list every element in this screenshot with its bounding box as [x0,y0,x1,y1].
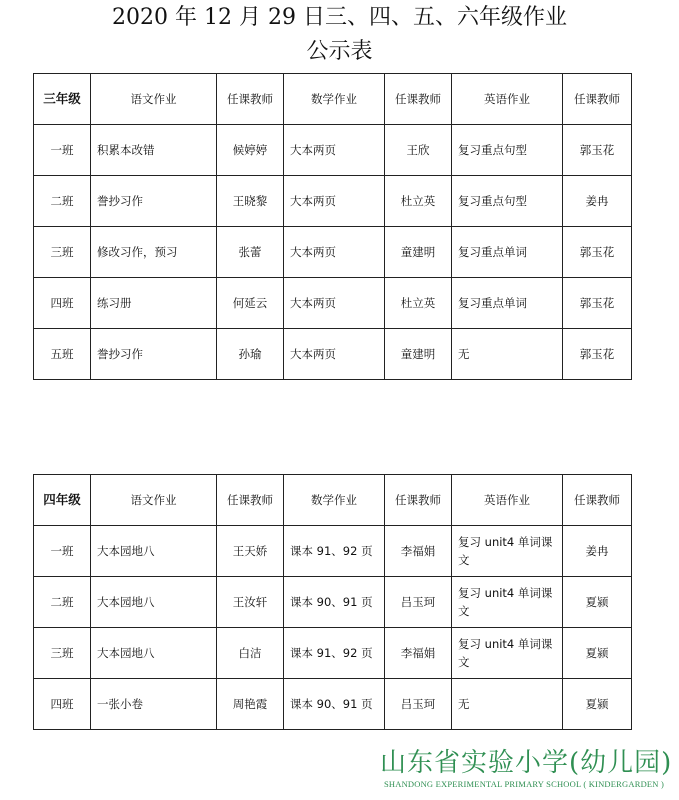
table-row [34,125,632,176]
math-homework-cell: 课本 91、92 页 [284,628,385,679]
school-logo [380,748,673,790]
column-header: 英语作业 [452,74,563,125]
teacher-cell: 姜冉 [563,176,632,227]
english-homework-cell: 复习 unit4 单词课文 [452,577,563,628]
chinese-homework-cell: 大本园地八 [91,526,217,577]
english-homework-cell: 无 [452,679,563,730]
teacher-cell: 姜冉 [563,526,632,577]
class-cell: 二班 [34,577,91,628]
grade-header: 三年级 [34,74,91,125]
class-cell: 四班 [34,679,91,730]
teacher-cell: 何延云 [217,278,284,329]
math-homework-cell: 课本 91、92 页 [284,526,385,577]
teacher-cell: 白洁 [217,628,284,679]
column-header: 任课教师 [217,475,284,526]
teacher-cell: 郭玉花 [563,125,632,176]
english-homework-cell: 复习 unit4 单词课文 [452,628,563,679]
teacher-cell: 张蕾 [217,227,284,278]
teacher-cell: 夏颍 [563,679,632,730]
teacher-cell: 郭玉花 [563,278,632,329]
english-homework-cell: 复习重点单词 [452,278,563,329]
teacher-cell: 夏颍 [563,628,632,679]
school-name-en: SHANDONG EXPERIMENTAL PRIMARY SCHOOL ( KINDERGARDEN ) [383,779,664,789]
english-homework-cell: 复习重点句型 [452,176,563,227]
teacher-cell: 孙瑜 [217,329,284,380]
table-row [34,176,632,227]
teacher-cell: 李福娟 [385,628,452,679]
table-row [34,526,632,577]
english-homework-cell: 复习重点单词 [452,227,563,278]
column-header: 数学作业 [284,475,385,526]
teacher-cell: 吕玉珂 [385,577,452,628]
school-name-cn: 山东省实验小学(幼儿园) [380,748,673,778]
teacher-cell: 杜立英 [385,278,452,329]
math-homework-cell: 大本两页 [284,278,385,329]
page-title: 2020 年 12 月 29 日三、四、五、六年级作业 [112,5,567,30]
chinese-homework-cell: 誊抄习作 [91,329,217,380]
teacher-cell: 候婷婷 [217,125,284,176]
chinese-homework-cell: 一张小卷 [91,679,217,730]
teacher-cell: 郭玉花 [563,227,632,278]
class-cell: 三班 [34,227,91,278]
teacher-cell: 杜立英 [385,176,452,227]
teacher-cell: 王天娇 [217,526,284,577]
column-header: 数学作业 [284,74,385,125]
column-header: 任课教师 [385,74,452,125]
table-row [34,577,632,628]
table-row [34,227,632,278]
class-cell: 五班 [34,329,91,380]
math-homework-cell: 课本 90、91 页 [284,577,385,628]
chinese-homework-cell: 积累本改错 [91,125,217,176]
table-header-row [34,74,632,125]
teacher-cell: 李福娟 [385,526,452,577]
column-header: 英语作业 [452,475,563,526]
column-header: 任课教师 [563,74,632,125]
table-row [34,679,632,730]
grade4-table [33,474,632,730]
page-subtitle: 公示表 [306,39,373,64]
table-row [34,628,632,679]
math-homework-cell: 大本两页 [284,176,385,227]
math-homework-cell: 课本 90、91 页 [284,679,385,730]
teacher-cell: 王晓黎 [217,176,284,227]
teacher-cell: 王汝轩 [217,577,284,628]
grade-header: 四年级 [34,475,91,526]
class-cell: 四班 [34,278,91,329]
chinese-homework-cell: 修改习作，预习 [91,227,217,278]
english-homework-cell: 无 [452,329,563,380]
column-header: 任课教师 [563,475,632,526]
math-homework-cell: 大本两页 [284,125,385,176]
teacher-cell: 童建明 [385,227,452,278]
column-header: 语文作业 [91,475,217,526]
chinese-homework-cell: 大本园地八 [91,577,217,628]
english-homework-cell: 复习重点句型 [452,125,563,176]
table-row [34,329,632,380]
teacher-cell: 童建明 [385,329,452,380]
english-homework-cell: 复习 unit4 单词课文 [452,526,563,577]
teacher-cell: 郭玉花 [563,329,632,380]
teacher-cell: 夏颍 [563,577,632,628]
column-header: 任课教师 [385,475,452,526]
column-header: 语文作业 [91,74,217,125]
table-row [34,278,632,329]
teacher-cell: 周艳霞 [217,679,284,730]
chinese-homework-cell: 大本园地八 [91,628,217,679]
class-cell: 一班 [34,526,91,577]
class-cell: 一班 [34,125,91,176]
chinese-homework-cell: 练习册 [91,278,217,329]
teacher-cell: 吕玉珂 [385,679,452,730]
grade3-table [33,73,632,380]
chinese-homework-cell: 誊抄习作 [91,176,217,227]
table-header-row [34,475,632,526]
math-homework-cell: 大本两页 [284,227,385,278]
class-cell: 三班 [34,628,91,679]
column-header: 任课教师 [217,74,284,125]
math-homework-cell: 大本两页 [284,329,385,380]
class-cell: 二班 [34,176,91,227]
teacher-cell: 王欣 [385,125,452,176]
